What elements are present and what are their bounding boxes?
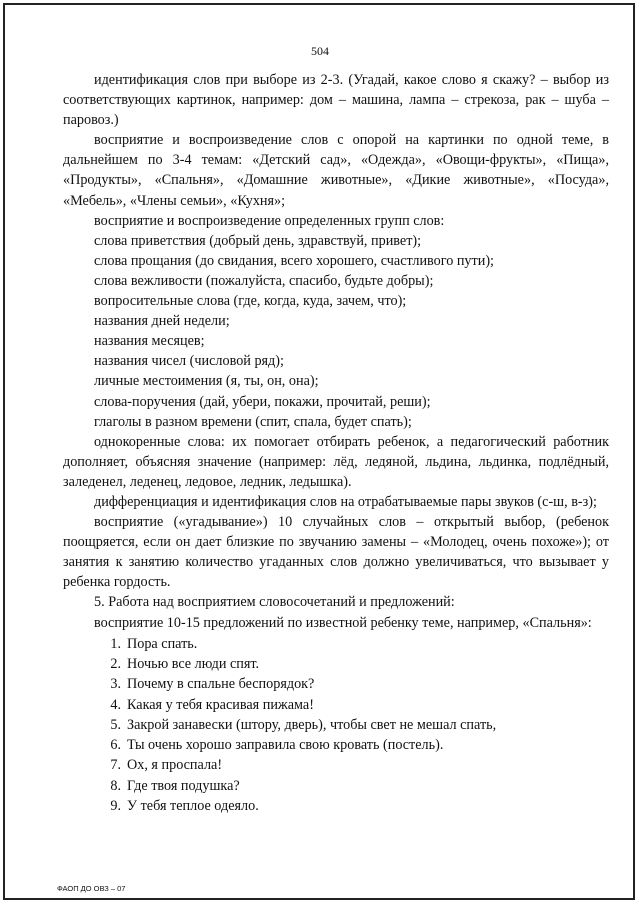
- list-text: Ночью все люди спят.: [127, 655, 260, 672]
- list-number: 3.: [110, 676, 121, 693]
- paragraph: восприятие («угадывание») 10 случайных слов – открытый выбор, (ребенок поощряется, если он дает близкие по звучанию замены – «Молодец, очень похоже»); от занятия к занятию количество угаданных слов должно увеличиваться, что вызывает у ребенка гордость.: [63, 514, 609, 591]
- list-text: Где твоя подушка?: [127, 777, 240, 794]
- list-item: [63, 776, 609, 796]
- list-text: Ох, я проспала!: [127, 757, 223, 774]
- paragraph: восприятие 10-15 предложений по известной ребенку теме, например, «Спальня»:: [94, 614, 592, 631]
- paragraph: дифференциация и идентификация слов на отрабатываемые пары звуков (с-ш, в-з);: [94, 493, 597, 510]
- list-item: [63, 634, 609, 654]
- paragraph: однокоренные слова: их помогает отбирать ребенок, а педагогический работник дополняет, объясняя значение (например: лёд, ледяной, льдина, льдинка, подлёдный, заледенел, леденец, ледовое, ледник, ледышка).: [63, 433, 609, 490]
- list-text: Почему в спальне беспорядок?: [127, 676, 315, 693]
- list-item: [63, 755, 609, 775]
- list-number: 1.: [110, 635, 121, 652]
- list-number: 7.: [110, 757, 121, 774]
- word-group-item: названия месяцев;: [94, 333, 205, 350]
- list-text: Закрой занавески (штору, дверь), чтобы свет не мешал спать,: [127, 716, 497, 733]
- list-item: [63, 654, 609, 674]
- list-number: 9.: [110, 798, 121, 814]
- word-group-item: вопросительные слова (где, когда, куда, зачем, что);: [94, 293, 407, 310]
- list-number: 8.: [110, 777, 121, 794]
- word-group-item: названия дней недели;: [94, 313, 230, 330]
- list-item: [63, 674, 609, 694]
- list-text: Ты очень хорошо заправила свою кровать (постель).: [127, 737, 444, 754]
- paragraph: восприятие и воспроизведение определенных групп слов:: [94, 212, 445, 229]
- list-text: Какая у тебя красивая пижама!: [127, 696, 314, 713]
- word-group-item: глаголы в разном времени (спит, спала, будет спать);: [94, 413, 412, 430]
- list-item: [63, 695, 609, 715]
- section-heading: 5. Работа над восприятием словосочетаний и предложений:: [94, 594, 455, 611]
- paragraph: восприятие и воспроизведение слов с опорой на картинки по одной теме, в дальнейшем по 3-4 темам: «Детский сад», «Одежда», «Овощи-фрукты», «Пища», «Продукты», «Спальня», «Домашние животные», «Дикие животные», «Посуда», «Мебель», «Члены семьи», «Кухня»;: [63, 132, 609, 209]
- document-footer: ФАОП ДО ОВЗ – 07: [57, 884, 126, 893]
- paragraph: идентификация слов при выборе из 2-3. (Угадай, какое слово я скажу? – выбор из соответствующих картинок, например: дом – машина, лампа – стрекоза, рак – шуба – паровоз.): [63, 72, 609, 129]
- list-text: Пора спать.: [127, 635, 198, 652]
- word-group-item: названия чисел (числовой ряд);: [94, 353, 284, 370]
- list-number: 4.: [110, 696, 121, 713]
- list-number: 5.: [110, 716, 121, 733]
- page-number: 504: [311, 44, 329, 58]
- list-text: У тебя теплое одеяло.: [127, 798, 259, 814]
- word-group-item: слова вежливости (пожалуйста, спасибо, будьте добры);: [94, 272, 434, 289]
- word-group-item: личные местоимения (я, ты, он, она);: [94, 373, 319, 390]
- word-group-item: слова приветствия (добрый день, здравствуй, привет);: [94, 232, 422, 249]
- document-body: [63, 70, 609, 816]
- word-group-item: слова-поручения (дай, убери, покажи, прочитай, реши);: [94, 393, 431, 410]
- list-item: [63, 796, 609, 816]
- list-number: 2.: [110, 655, 121, 672]
- list-item: [63, 735, 609, 755]
- list-item: [63, 715, 609, 735]
- word-group-item: слова прощания (до свидания, всего хорошего, счастливого пути);: [94, 252, 494, 269]
- sentence-list: [63, 634, 609, 817]
- list-number: 6.: [110, 737, 121, 754]
